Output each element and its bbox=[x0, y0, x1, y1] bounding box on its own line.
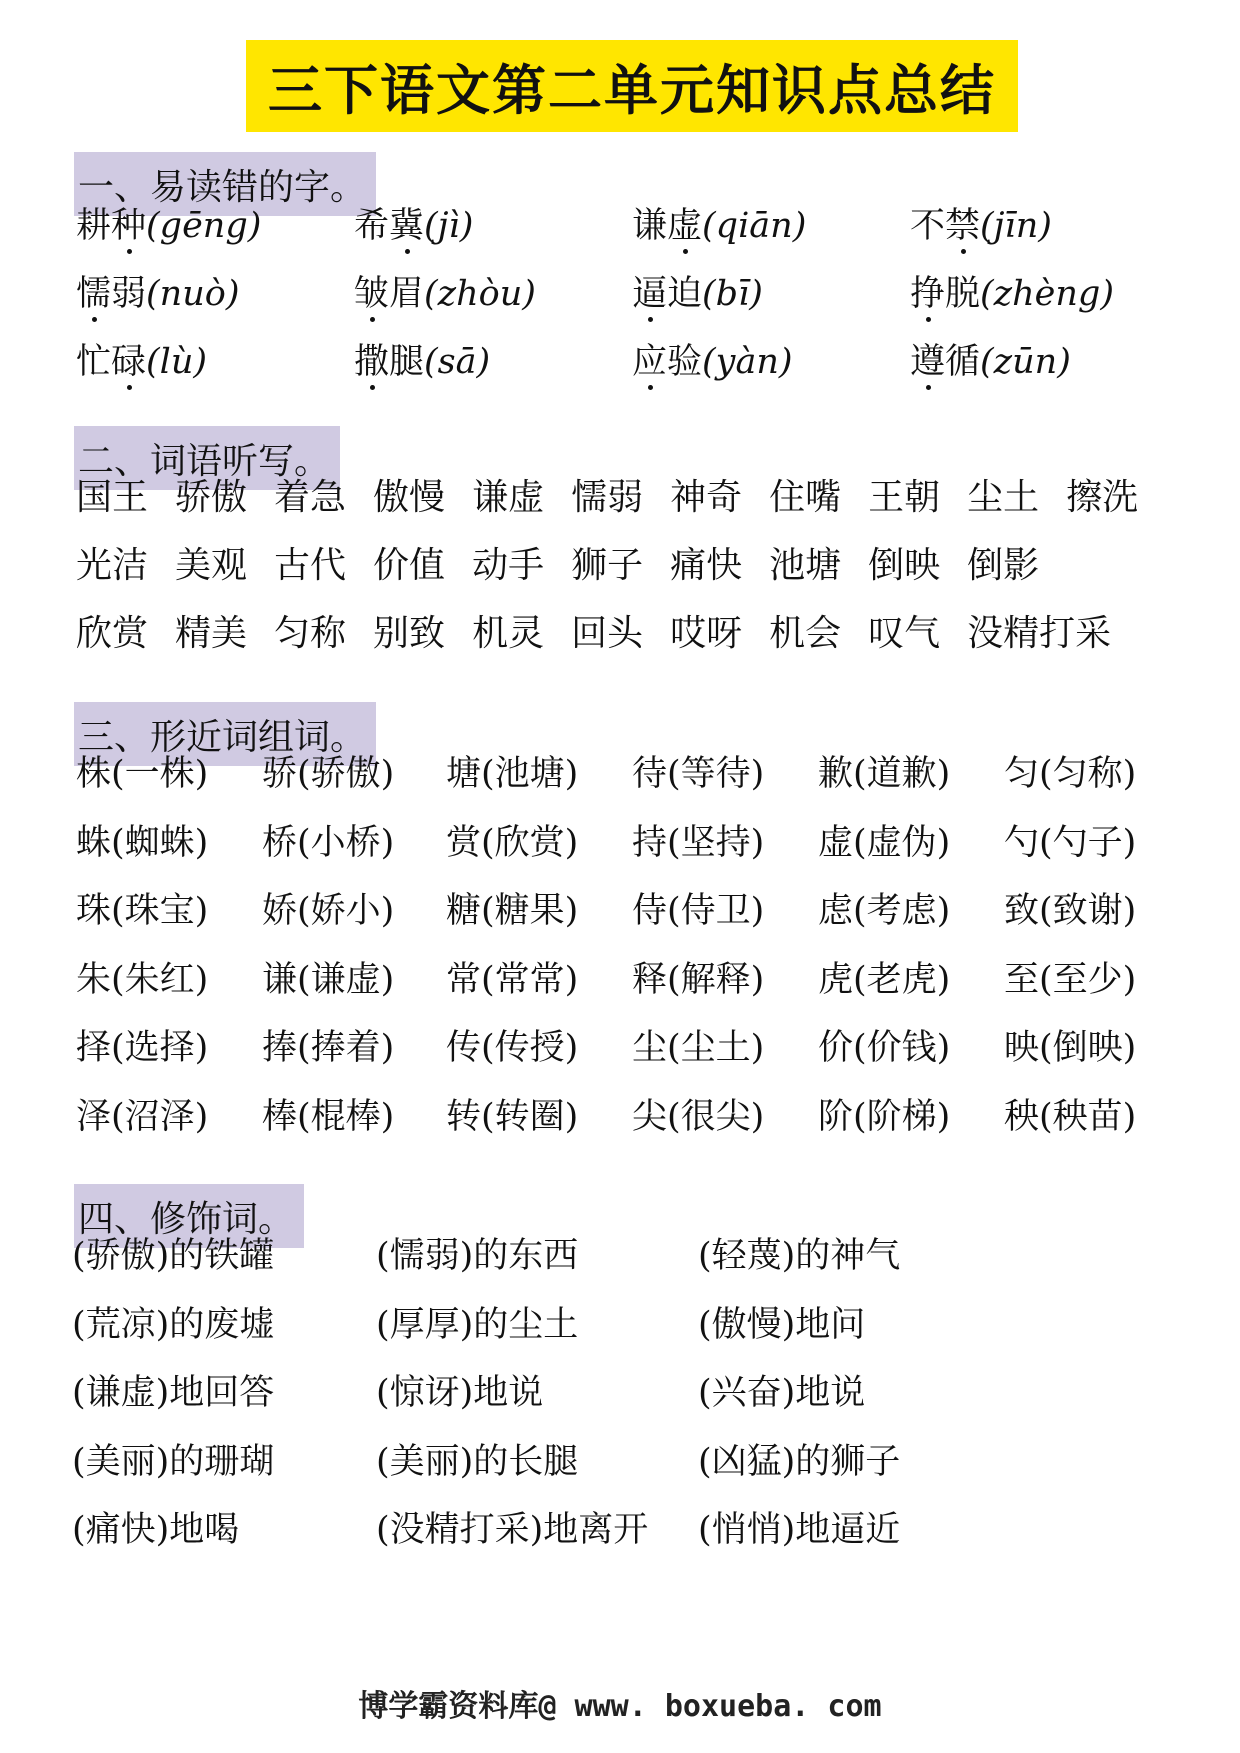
misread-item bbox=[632, 196, 806, 256]
dictation-word: 倒映 bbox=[868, 545, 941, 586]
dictation-word: 狮子 bbox=[571, 545, 644, 586]
similar-row bbox=[0, 744, 1240, 804]
dictation-word: 欣赏 bbox=[76, 613, 149, 654]
misread-item bbox=[632, 332, 793, 392]
modifier-item: (骄傲)的铁罐 bbox=[72, 1236, 275, 1276]
misread-item bbox=[76, 264, 240, 324]
section-heading-dictation: 二、词语听写。 bbox=[74, 426, 340, 490]
similar-item: 棒(棍棒) bbox=[262, 1097, 395, 1137]
similar-item: 虚(虚伪) bbox=[818, 822, 951, 863]
misread-row bbox=[0, 264, 1240, 324]
char: 希 bbox=[354, 206, 390, 246]
char: 腿 bbox=[389, 342, 425, 382]
similar-item: 择(选择) bbox=[76, 1028, 209, 1069]
modifier-item: (谦虚)地回答 bbox=[72, 1373, 275, 1413]
similar-item: 释(解释) bbox=[632, 959, 765, 1000]
pinyin: (bī) bbox=[702, 274, 763, 314]
dictation-word: 没精打采 bbox=[967, 613, 1112, 654]
char: 忙 bbox=[76, 342, 112, 382]
emphasized-char: 遵 bbox=[910, 332, 945, 392]
dictation-word: 古代 bbox=[274, 545, 347, 586]
dictation-word: 机会 bbox=[769, 613, 842, 654]
char: 迫 bbox=[667, 274, 703, 314]
similar-item: 持(坚持) bbox=[632, 822, 765, 863]
similar-item: 蛛(蜘蛛) bbox=[76, 822, 209, 863]
dictation-word: 机灵 bbox=[472, 613, 545, 654]
modifier-item: (荒凉)的废墟 bbox=[72, 1304, 275, 1345]
misread-item bbox=[354, 264, 536, 324]
similar-item: 尖(很尖) bbox=[632, 1097, 765, 1137]
emphasized-char: 应 bbox=[632, 332, 667, 392]
similar-item: 至(至少) bbox=[1004, 959, 1137, 1000]
char: 耕 bbox=[76, 206, 112, 246]
dictation-word: 别致 bbox=[373, 613, 446, 654]
dictation-word: 懦弱 bbox=[571, 477, 644, 518]
similar-item: 勺(勺子) bbox=[1004, 822, 1137, 863]
similar-row bbox=[0, 1018, 1240, 1078]
modifier-item: (厚厚)的尘土 bbox=[376, 1304, 579, 1345]
emphasized-char: 撒 bbox=[354, 332, 389, 392]
similar-row bbox=[0, 813, 1240, 873]
misread-item bbox=[76, 196, 261, 256]
char: 验 bbox=[667, 342, 703, 382]
modifier-row bbox=[0, 1295, 1240, 1355]
modifier-row bbox=[0, 1432, 1240, 1492]
pinyin: (zūn) bbox=[980, 342, 1071, 382]
dictation-word: 叹气 bbox=[868, 613, 941, 654]
dictation-word: 精美 bbox=[175, 613, 248, 654]
modifier-item: (美丽)的长腿 bbox=[376, 1441, 579, 1482]
similar-item: 虑(考虑) bbox=[818, 891, 951, 932]
pinyin: (qiān) bbox=[702, 206, 807, 246]
dictation-row bbox=[76, 604, 1138, 664]
similar-item: 待(等待) bbox=[632, 754, 765, 794]
modifier-row bbox=[0, 1226, 1240, 1286]
misread-row bbox=[0, 332, 1240, 392]
dictation-word: 尘土 bbox=[967, 477, 1040, 518]
pinyin: (jì) bbox=[424, 206, 474, 246]
dictation-word: 倒影 bbox=[967, 545, 1040, 586]
dictation-word: 池塘 bbox=[769, 545, 842, 586]
similar-item: 泽(沼泽) bbox=[76, 1097, 209, 1137]
dictation-word: 住嘴 bbox=[769, 477, 842, 518]
similar-item: 歉(道歉) bbox=[818, 754, 951, 794]
misread-item bbox=[910, 196, 1052, 256]
emphasized-char: 碌 bbox=[111, 332, 146, 392]
similar-item: 娇(娇小) bbox=[262, 891, 395, 932]
similar-item: 株(一株) bbox=[76, 754, 209, 794]
modifier-item: (没精打采)地离开 bbox=[376, 1510, 649, 1550]
similar-item: 珠(珠宝) bbox=[76, 891, 209, 932]
similar-item: 谦(谦虚) bbox=[262, 959, 395, 1000]
char: 不 bbox=[910, 206, 946, 246]
misread-row bbox=[0, 196, 1240, 256]
modifier-item: (悄悄)地逼近 bbox=[698, 1510, 901, 1550]
char: 谦 bbox=[632, 206, 668, 246]
misread-item bbox=[76, 332, 207, 392]
dictation-word: 傲慢 bbox=[373, 477, 446, 518]
similar-item: 虎(老虎) bbox=[818, 959, 951, 1000]
dictation-word: 着急 bbox=[274, 477, 347, 518]
dictation-word: 动手 bbox=[472, 545, 545, 586]
emphasized-char: 种 bbox=[111, 196, 146, 256]
similar-item: 常(常常) bbox=[446, 959, 579, 1000]
similar-item: 致(致谢) bbox=[1004, 891, 1137, 932]
similar-item: 赏(欣赏) bbox=[446, 822, 579, 863]
modifier-item: (惊讶)地说 bbox=[376, 1373, 544, 1413]
dictation-word: 痛快 bbox=[670, 545, 743, 586]
pinyin: (sā) bbox=[424, 342, 491, 382]
similar-item: 秧(秧苗) bbox=[1004, 1097, 1137, 1137]
similar-item: 侍(侍卫) bbox=[632, 891, 765, 932]
pinyin: (nuò) bbox=[146, 274, 240, 314]
modifier-item: (美丽)的珊瑚 bbox=[72, 1441, 275, 1482]
misread-item bbox=[910, 332, 1071, 392]
dictation-word: 价值 bbox=[373, 545, 446, 586]
pinyin: (zhòu) bbox=[424, 274, 536, 314]
misread-item bbox=[354, 332, 490, 392]
modifier-item: (轻蔑)的神气 bbox=[698, 1236, 901, 1276]
emphasized-char: 虚 bbox=[667, 196, 702, 256]
section-heading-modifiers: 四、修饰词。 bbox=[74, 1184, 304, 1248]
emphasized-char: 皱 bbox=[354, 264, 389, 324]
dictation-row bbox=[76, 536, 1066, 596]
emphasized-char: 逼 bbox=[632, 264, 667, 324]
modifier-item: (懦弱)的东西 bbox=[376, 1236, 579, 1276]
emphasized-char: 挣 bbox=[910, 264, 945, 324]
similar-item: 尘(尘土) bbox=[632, 1028, 765, 1069]
similar-row bbox=[0, 881, 1240, 941]
dictation-word: 美观 bbox=[175, 545, 248, 586]
char: 眉 bbox=[389, 274, 425, 314]
pinyin: (jīn) bbox=[980, 206, 1052, 246]
footer-watermark: 博学霸资料库@ www. boxueba. com bbox=[358, 1689, 882, 1724]
similar-item: 匀(匀称) bbox=[1004, 754, 1137, 794]
dictation-word: 哎呀 bbox=[670, 613, 743, 654]
similar-item: 塘(池塘) bbox=[446, 754, 579, 794]
section-heading-misread-chars: 一、易读错的字。 bbox=[74, 152, 376, 216]
similar-row bbox=[0, 950, 1240, 1010]
similar-item: 骄(骄傲) bbox=[262, 754, 395, 794]
dictation-word: 回头 bbox=[571, 613, 644, 654]
dictation-word: 匀称 bbox=[274, 613, 347, 654]
modifier-item: (兴奋)地说 bbox=[698, 1373, 866, 1413]
modifier-item: (痛快)地喝 bbox=[72, 1510, 240, 1550]
dictation-word: 国王 bbox=[76, 477, 149, 518]
pinyin: (zhèng) bbox=[980, 274, 1114, 314]
char: 脱 bbox=[945, 274, 981, 314]
dictation-row bbox=[76, 468, 1165, 528]
modifier-item: (凶猛)的狮子 bbox=[698, 1441, 901, 1482]
dictation-word: 光洁 bbox=[76, 545, 149, 586]
misread-item bbox=[910, 264, 1114, 324]
misread-item bbox=[632, 264, 763, 324]
misread-item bbox=[354, 196, 473, 256]
modifier-item: (傲慢)地问 bbox=[698, 1304, 866, 1345]
modifier-row bbox=[0, 1363, 1240, 1423]
similar-item: 转(转圈) bbox=[446, 1097, 579, 1137]
modifier-row bbox=[0, 1500, 1240, 1560]
similar-item: 朱(朱红) bbox=[76, 959, 209, 1000]
char: 循 bbox=[945, 342, 981, 382]
dictation-word: 王朝 bbox=[868, 477, 941, 518]
emphasized-char: 禁 bbox=[945, 196, 980, 256]
similar-item: 传(传授) bbox=[446, 1028, 579, 1069]
similar-item: 映(倒映) bbox=[1004, 1028, 1137, 1069]
emphasized-char: 懦 bbox=[76, 264, 111, 324]
similar-item: 阶(阶梯) bbox=[818, 1097, 951, 1137]
pinyin: (yàn) bbox=[702, 342, 793, 382]
dictation-word: 神奇 bbox=[670, 477, 743, 518]
section-heading-similar-chars: 三、形近词组词。 bbox=[74, 702, 376, 766]
dictation-word: 谦虚 bbox=[472, 477, 545, 518]
similar-item: 桥(小桥) bbox=[262, 822, 395, 863]
pinyin: (gēng) bbox=[146, 206, 262, 246]
similar-item: 捧(捧着) bbox=[262, 1028, 395, 1069]
pinyin: (lù) bbox=[146, 342, 208, 382]
emphasized-char: 冀 bbox=[389, 196, 424, 256]
dictation-word: 擦洗 bbox=[1066, 477, 1139, 518]
dictation-word: 骄傲 bbox=[175, 477, 248, 518]
char: 弱 bbox=[111, 274, 147, 314]
similar-item: 价(价钱) bbox=[818, 1028, 951, 1069]
page-title: 三下语文第二单元知识点总结 bbox=[246, 40, 1018, 132]
similar-row bbox=[0, 1087, 1240, 1147]
similar-item: 糖(糖果) bbox=[446, 891, 579, 932]
